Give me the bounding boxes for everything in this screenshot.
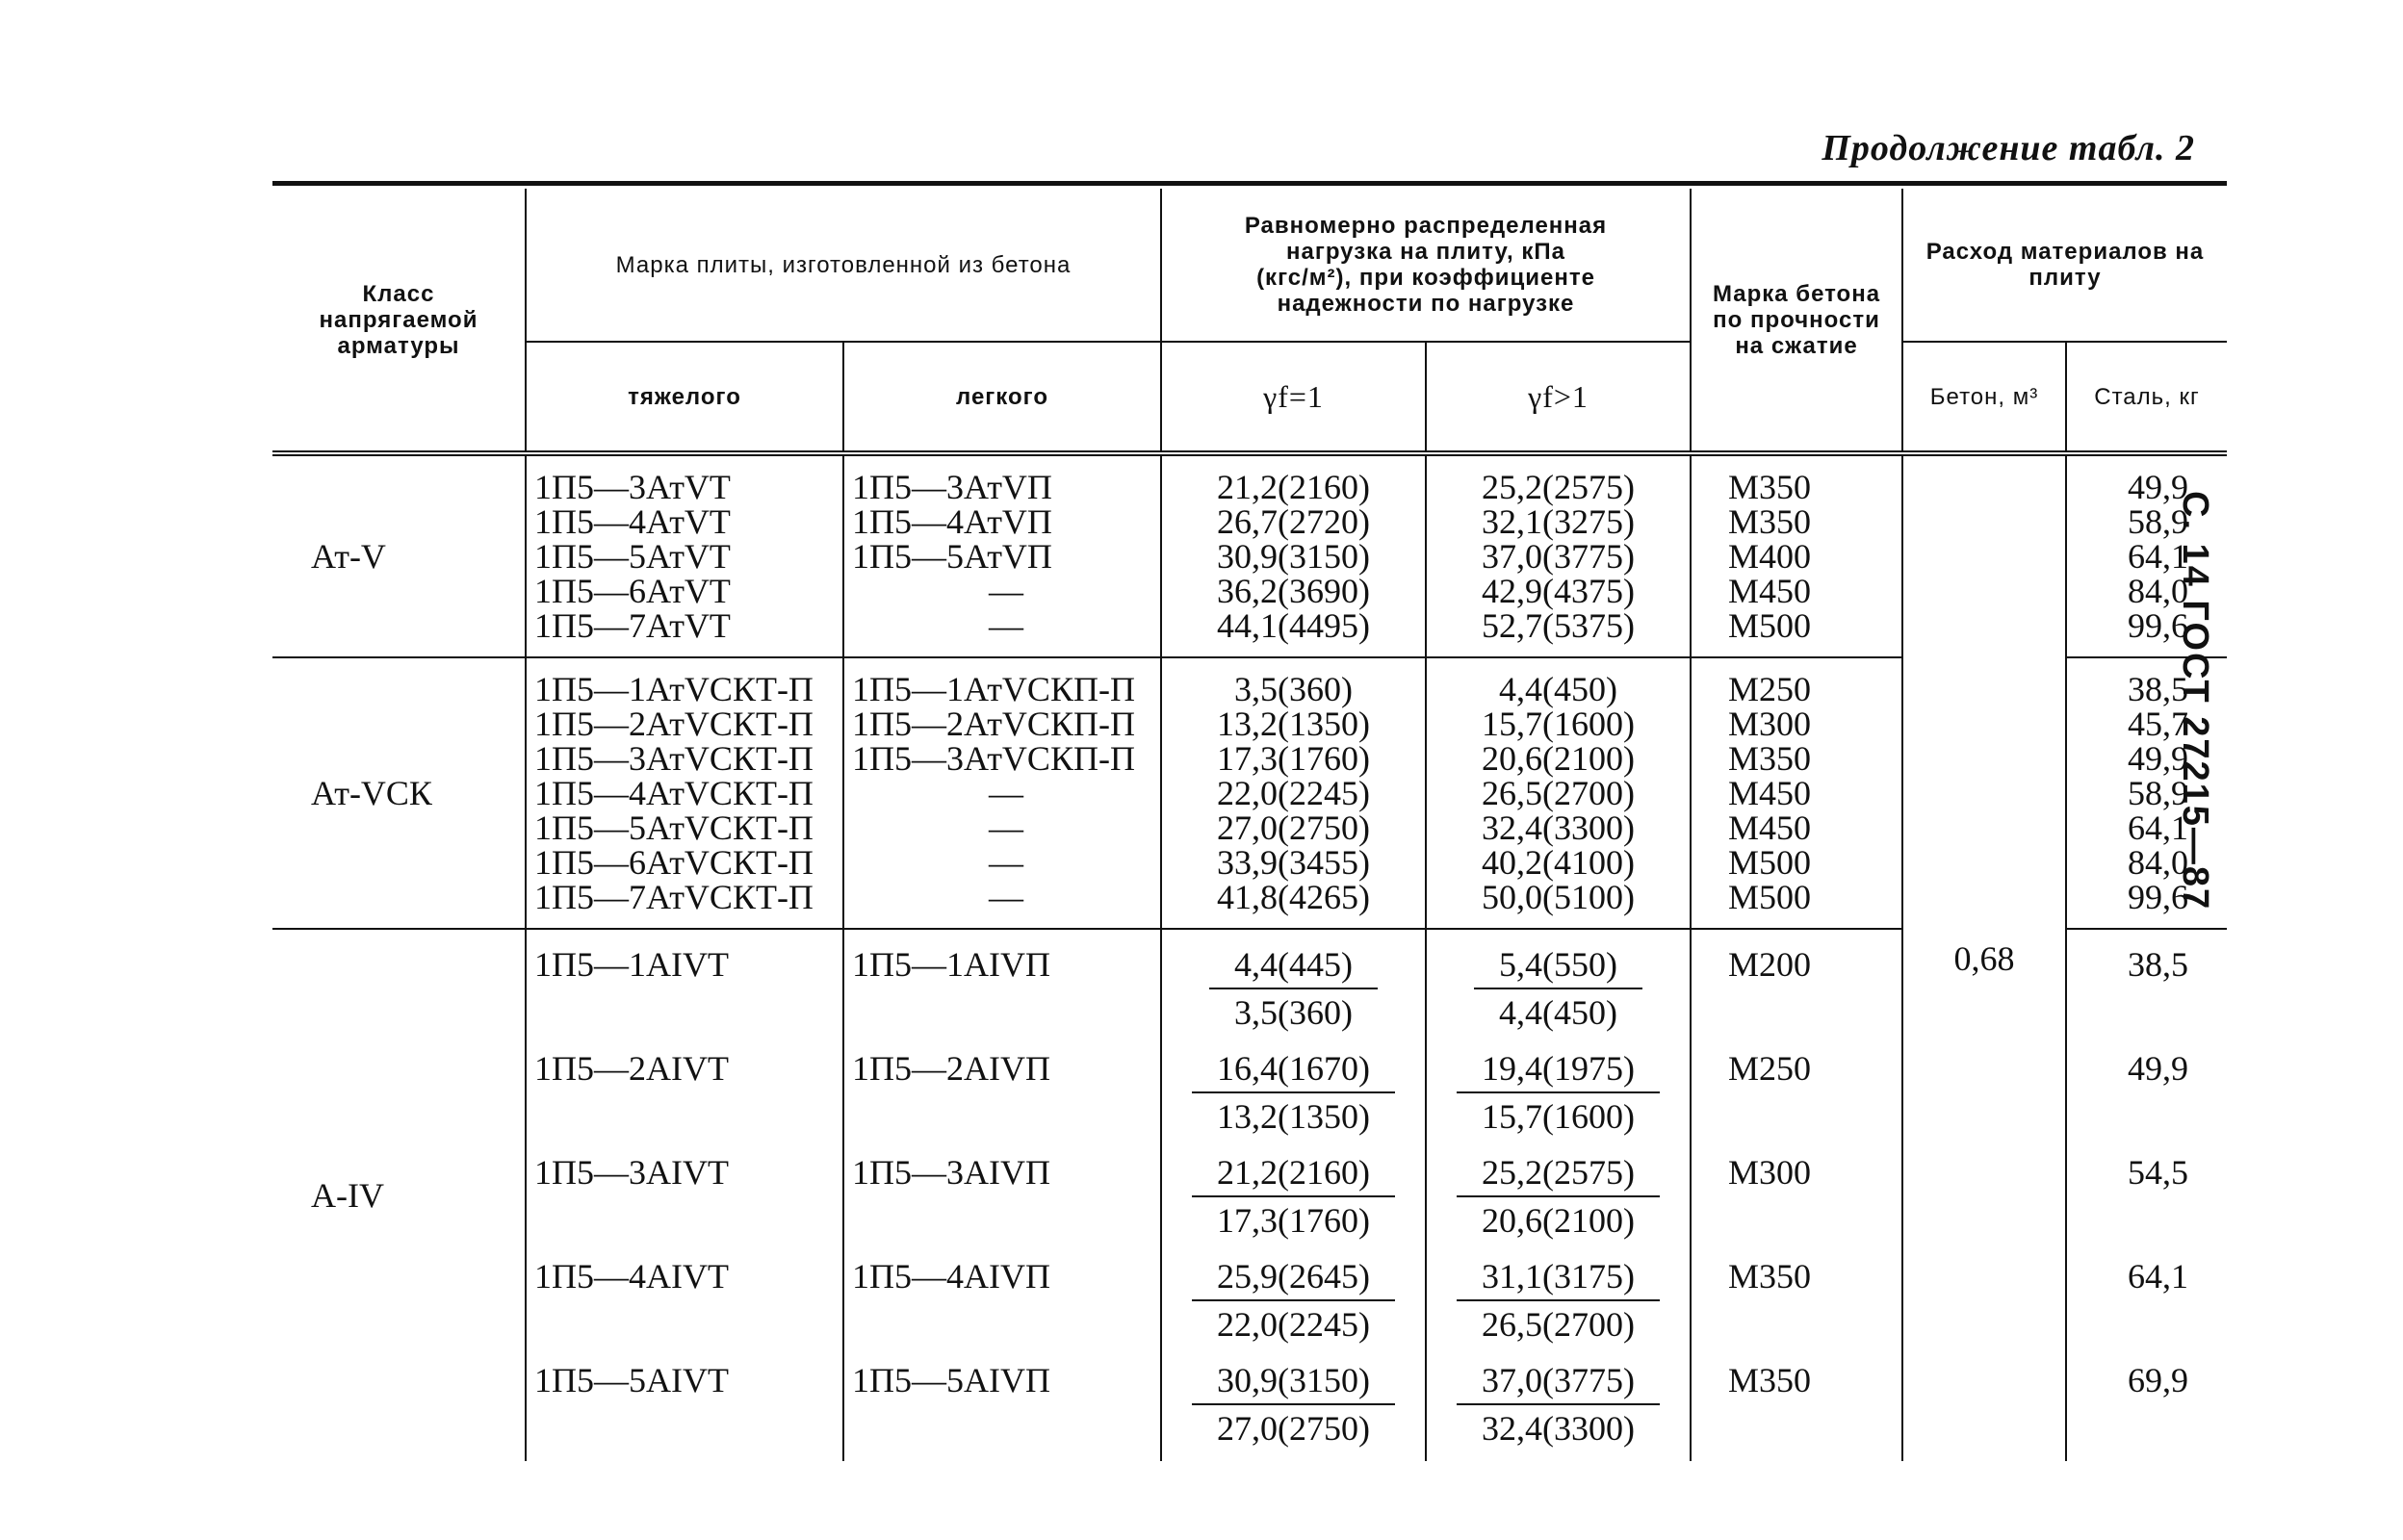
list-item: 26,5(2700) [1482, 774, 1635, 812]
list-item: 30,9(3150) [1217, 537, 1370, 576]
list-item: 1П5—5АтVСКТ-П [534, 808, 814, 847]
fraction-denominator: 4,4(450) [1499, 993, 1617, 1032]
header-concrete: Бетон, м³ [1902, 342, 2066, 453]
list-item: 58,9 [2128, 774, 2188, 812]
fraction-numerator: 21,2(2160) [1192, 1149, 1395, 1197]
list-item: 25,2(2575) [1482, 468, 1635, 506]
list-item: 58,9 [2128, 502, 2188, 541]
list-item: 1П5—1АтVСКТ-П [534, 670, 814, 708]
list-item: М450 [1728, 808, 1812, 847]
table-caption: Продолжение табл. 2 [1822, 128, 2195, 168]
grade-list [1691, 929, 1902, 1461]
list-item: 1П5—1АтVСКП-П [852, 670, 1135, 708]
list-item: 1П5—7АтVТ [534, 606, 731, 645]
list-item: 49,9 [2128, 468, 2188, 506]
list-item: 1П5—5АтVТ [534, 537, 731, 576]
fraction-item [1427, 1357, 1690, 1461]
header-light: легкого [843, 342, 1161, 453]
list-item: 1П5—4АтVТ [534, 502, 731, 541]
list-item: 54,5 [2128, 1153, 2188, 1192]
fraction-numerator: 31,1(3175) [1457, 1253, 1660, 1301]
list-item: 38,5 [2128, 670, 2188, 708]
list-item: 17,3(1760) [1217, 739, 1370, 778]
heavy-list [526, 657, 843, 929]
data-table [272, 189, 2227, 1461]
header-heavy: тяжелого [526, 342, 843, 453]
grade-list [1691, 657, 1902, 929]
list-item: — [989, 572, 1023, 610]
list-item: 99,6 [2128, 878, 2188, 916]
fraction-numerator: 4,4(445) [1209, 941, 1378, 989]
list-item: 84,0 [2128, 843, 2188, 882]
header-gamma-eq: γf=1 [1161, 342, 1426, 453]
list-item: — [989, 808, 1023, 847]
class-cell: Ат-VСК [272, 657, 526, 929]
list-item: М350 [1728, 468, 1812, 506]
fraction-numerator: 37,0(3775) [1457, 1357, 1660, 1405]
light-list [843, 657, 1161, 929]
fraction-denominator: 13,2(1350) [1217, 1097, 1370, 1136]
header-load-line4: надежности по нагрузке [1277, 291, 1575, 317]
steel-list [2066, 929, 2227, 1461]
list-item: М300 [1728, 1153, 1812, 1192]
list-item: 50,0(5100) [1482, 878, 1635, 916]
list-item: 40,2(4100) [1482, 843, 1635, 882]
list-item: 1П5—3АтVСКТ-П [534, 739, 814, 778]
list-item: М350 [1728, 1257, 1812, 1296]
list-item: 1П5—2АтVСКТ-П [534, 705, 814, 743]
list-item: 1П5—7АтVСКТ-П [534, 878, 814, 916]
fraction-item [1427, 941, 1690, 1045]
list-item: М450 [1728, 774, 1812, 812]
header-grade: Марка бетона по прочности на сжатие [1691, 189, 1902, 453]
list-item: М500 [1728, 843, 1812, 882]
fraction-numerator: 19,4(1975) [1457, 1045, 1660, 1093]
heavy-list [526, 929, 843, 1461]
page-side-label: С. 14 ГОСТ 27215—87 [2175, 491, 2215, 911]
list-item: 1П5—3АIVП [852, 1153, 1050, 1192]
fraction-item [1162, 1253, 1425, 1357]
list-item: 1П5—3АтVСКП-П [852, 739, 1135, 778]
list-item: М350 [1728, 739, 1812, 778]
list-item: 1П5—1АIVТ [534, 945, 729, 984]
fraction-item [1162, 1149, 1425, 1253]
list-item: 1П5—3АтVТ [534, 468, 731, 506]
list-item: 64,1 [2128, 537, 2188, 576]
list-item: 52,7(5375) [1482, 606, 1635, 645]
gamma2-list [1426, 929, 1691, 1461]
fraction-denominator: 20,6(2100) [1482, 1201, 1635, 1240]
list-item: 15,7(1600) [1482, 705, 1635, 743]
list-item: — [989, 774, 1023, 812]
fraction-item [1162, 1357, 1425, 1461]
list-item: 4,4(450) [1499, 670, 1617, 708]
list-item: 1П5—4АтVП [852, 502, 1052, 541]
list-item: 1П5—5АIVП [852, 1361, 1050, 1399]
group-atv [272, 453, 2227, 657]
list-item: 36,2(3690) [1217, 572, 1370, 610]
concrete-volume: 0,68 [1902, 453, 2066, 1461]
list-item: 37,0(3775) [1482, 537, 1635, 576]
list-item: — [989, 878, 1023, 916]
list-item: М250 [1728, 1049, 1812, 1088]
list-item: 26,7(2720) [1217, 502, 1370, 541]
steel-list [2066, 657, 2227, 929]
header-mark: Марка плиты, изготовленной из бетона [526, 189, 1161, 342]
list-item: 49,9 [2128, 1049, 2188, 1088]
fraction-denominator: 17,3(1760) [1217, 1201, 1370, 1240]
gamma1-list [1161, 929, 1426, 1461]
list-item: М350 [1728, 1361, 1812, 1399]
fraction-numerator: 5,4(550) [1474, 941, 1642, 989]
grade-list [1691, 453, 1902, 657]
class-cell: А-IV [272, 929, 526, 1461]
list-item: М400 [1728, 537, 1812, 576]
list-item: 3,5(360) [1234, 670, 1353, 708]
list-item: 1П5—3АтVП [852, 468, 1052, 506]
header-load-line3: (кгс/м²), при коэффициенте [1256, 265, 1595, 291]
list-item: 69,9 [2128, 1361, 2188, 1399]
table-top-rule [272, 181, 2227, 186]
list-item: 42,9(4375) [1482, 572, 1635, 610]
list-item: 21,2(2160) [1217, 468, 1370, 506]
fraction-numerator: 16,4(1670) [1192, 1045, 1395, 1093]
list-item: 64,1 [2128, 1257, 2188, 1296]
fraction-denominator: 22,0(2245) [1217, 1305, 1370, 1344]
list-item: 1П5—2АтVСКП-П [852, 705, 1135, 743]
list-item: 1П5—1АIVП [852, 945, 1050, 984]
list-item: 1П5—4АIVП [852, 1257, 1050, 1296]
list-item: 1П5—2АIVТ [534, 1049, 729, 1088]
fraction-denominator: 3,5(360) [1234, 993, 1353, 1032]
fraction-numerator: 30,9(3150) [1192, 1357, 1395, 1405]
heavy-list [526, 453, 843, 657]
gamma2-list [1426, 453, 1691, 657]
list-item: 41,8(4265) [1217, 878, 1370, 916]
list-item: 33,9(3455) [1217, 843, 1370, 882]
light-list [843, 929, 1161, 1461]
list-item: М250 [1728, 670, 1812, 708]
list-item: 84,0 [2128, 572, 2188, 610]
gamma2-list [1426, 657, 1691, 929]
list-item: 1П5—2АIVП [852, 1049, 1050, 1088]
fraction-item [1427, 1149, 1690, 1253]
list-item: 1П5—6АтVТ [534, 572, 731, 610]
gamma1-list [1161, 453, 1426, 657]
fraction-numerator: 25,9(2645) [1192, 1253, 1395, 1301]
list-item: 1П5—4АтVСКТ-П [534, 774, 814, 812]
list-item: 1П5—5АIVТ [534, 1361, 729, 1399]
header-steel: Сталь, кг [2066, 342, 2227, 453]
list-item: 38,5 [2128, 945, 2188, 984]
header-consumption: Расход материалов на плиту [1902, 189, 2227, 342]
class-cell: Ат-V [272, 453, 526, 657]
header-load-line2: нагрузка на плиту, кПа [1285, 239, 1566, 265]
fraction-item [1427, 1045, 1690, 1149]
list-item: — [989, 843, 1023, 882]
header-load-line1: Равномерно распределенная [1244, 213, 1608, 239]
list-item: 32,4(3300) [1482, 808, 1635, 847]
list-item: 32,1(3275) [1482, 502, 1635, 541]
list-item: 20,6(2100) [1482, 739, 1635, 778]
list-item: 13,2(1350) [1217, 705, 1370, 743]
list-item: 44,1(4495) [1217, 606, 1370, 645]
list-item: М200 [1728, 945, 1812, 984]
fraction-denominator: 15,7(1600) [1482, 1097, 1635, 1136]
list-item: 1П5—4АIVТ [534, 1257, 729, 1296]
list-item: — [989, 606, 1023, 645]
header-gamma-gt: γf>1 [1426, 342, 1691, 453]
list-item: 45,7 [2128, 705, 2188, 743]
list-item: 22,0(2245) [1217, 774, 1370, 812]
list-item: 1П5—3АIVТ [534, 1153, 729, 1192]
list-item: М300 [1728, 705, 1812, 743]
fraction-denominator: 26,5(2700) [1482, 1305, 1635, 1344]
list-item: 99,6 [2128, 606, 2188, 645]
list-item: 64,1 [2128, 808, 2188, 847]
fraction-item [1162, 1045, 1425, 1149]
light-list [843, 453, 1161, 657]
fraction-denominator: 27,0(2750) [1217, 1409, 1370, 1448]
list-item: М500 [1728, 878, 1812, 916]
fraction-item [1427, 1253, 1690, 1357]
header-load [1161, 189, 1691, 342]
fraction-denominator: 32,4(3300) [1482, 1409, 1635, 1448]
list-item: 27,0(2750) [1217, 808, 1370, 847]
list-item: 49,9 [2128, 739, 2188, 778]
gamma1-list [1161, 657, 1426, 929]
list-item: 1П5—6АтVСКТ-П [534, 843, 814, 882]
steel-list [2066, 453, 2227, 657]
fraction-item [1162, 941, 1425, 1045]
header-class: Класс напрягаемой арматуры [319, 280, 478, 359]
fraction-numerator: 25,2(2575) [1457, 1149, 1660, 1197]
list-item: 1П5—5АтVП [852, 537, 1052, 576]
list-item: М500 [1728, 606, 1812, 645]
list-item: М350 [1728, 502, 1812, 541]
list-item: М450 [1728, 572, 1812, 610]
